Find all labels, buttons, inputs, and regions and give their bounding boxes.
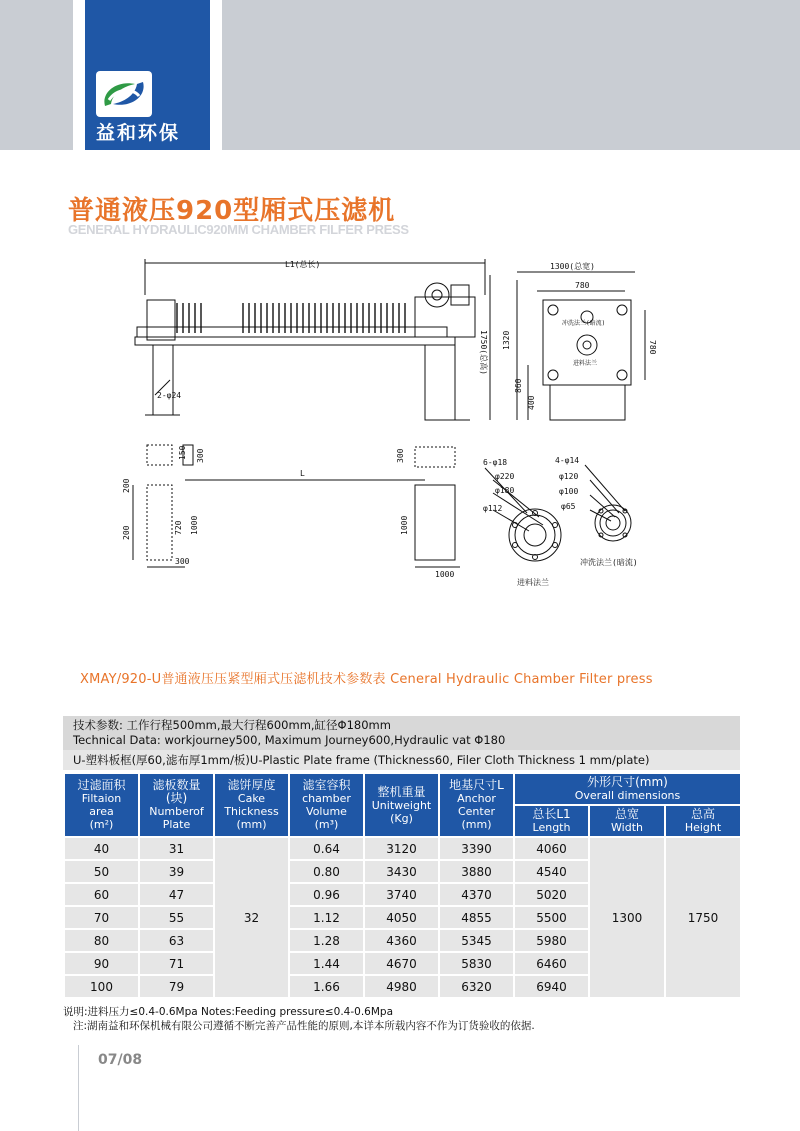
label-720: 720 (174, 520, 183, 535)
cell-anchor: 5345 (439, 929, 514, 952)
cell-height-shared: 1750 (665, 837, 741, 998)
spec-table (63, 772, 742, 999)
cell-plates: 63 (139, 929, 214, 952)
cell-anchor: 3880 (439, 860, 514, 883)
cell-length: 4060 (514, 837, 589, 860)
cell-width-shared: 1300 (589, 837, 665, 998)
cell-weight: 3120 (364, 837, 439, 860)
cell-weight: 4670 (364, 952, 439, 975)
cell-anchor: 6320 (439, 975, 514, 998)
dim-total-height (479, 275, 490, 420)
cell-length: 5020 (514, 883, 589, 906)
label-300a: 300 (196, 448, 205, 463)
label-d100: φ100 (559, 487, 579, 496)
header-overall: 外形尺寸(mm) Overall dimensions (514, 773, 741, 805)
label-780-side: 780 (648, 340, 657, 355)
header-divider (210, 0, 222, 150)
label-feed-small: 进料法兰 (573, 360, 598, 367)
page-title: 普通液压920型厢式压滤机 (68, 196, 396, 226)
cell-area: 100 (64, 975, 139, 998)
cell-volume: 0.64 (289, 837, 364, 860)
press-plan-view (122, 445, 460, 579)
label-holes-left: 2-φ24 (157, 391, 182, 400)
tech-data-cn: 技术参数: 工作行程500mm,最大行程600mm,缸径Φ180mm (73, 718, 391, 732)
cell-length: 6940 (514, 975, 589, 998)
notes (63, 1005, 535, 1033)
label-200b: 200 (122, 525, 131, 540)
cell-weight: 3740 (364, 883, 439, 906)
technical-drawing (122, 255, 665, 600)
label-d180: φ180 (495, 486, 515, 495)
cell-plates: 47 (139, 883, 214, 906)
cell-length: 5500 (514, 906, 589, 929)
cell-weight: 3430 (364, 860, 439, 883)
brand-logo-icon (95, 70, 153, 118)
cell-length: 4540 (514, 860, 589, 883)
label-d65: φ65 (561, 502, 576, 511)
cell-volume: 1.12 (289, 906, 364, 929)
cell-area: 70 (64, 906, 139, 929)
cell-weight: 4980 (364, 975, 439, 998)
page-subtitle: GENERAL HYDRAULIC920MM CHAMBER FILFER PRESS (68, 222, 409, 237)
cell-area: 60 (64, 883, 139, 906)
cell-volume: 1.28 (289, 929, 364, 952)
label-length-L: L (300, 469, 305, 478)
press-end-view (502, 261, 657, 420)
cell-volume: 1.66 (289, 975, 364, 998)
press-side-view (135, 283, 475, 420)
cell-anchor: 5830 (439, 952, 514, 975)
feed-flange-detail (483, 458, 561, 587)
label-wash-flange: 冲洗法兰(暗流) (580, 558, 638, 567)
plate-spec: U-塑料板框(厚60,滤布厚1mm/板)U-Plastic Plate frame (Thickness60, Filer Cloth Thickness 1 mm/plate) (63, 750, 740, 770)
header-area: 过滤面积 Filtaion area (m²) (64, 773, 139, 837)
header-length: 总长L1 Length (514, 805, 589, 837)
label-860: 860 (514, 378, 523, 393)
label-1000b: 1000 (400, 515, 409, 535)
header-width: 总宽 Width (589, 805, 665, 837)
cell-cake-shared: 32 (214, 837, 289, 998)
page-number: 07/08 (98, 1052, 143, 1068)
header-plates: 滤板数量 (块) Numberof Plate (139, 773, 214, 837)
cell-volume: 0.80 (289, 860, 364, 883)
header-anchor: 地基尺寸L Anchor Center (mm) (439, 773, 514, 837)
cell-plates: 39 (139, 860, 214, 883)
header-grey-right (210, 0, 800, 150)
cell-length: 6460 (514, 952, 589, 975)
label-total-width: 1300(总宽) (550, 262, 595, 271)
label-780-top: 780 (575, 281, 590, 290)
label-200a: 200 (122, 478, 131, 493)
label-1320: 1320 (502, 330, 511, 350)
cell-weight: 4050 (364, 906, 439, 929)
header-divider (73, 0, 85, 150)
cell-anchor: 3390 (439, 837, 514, 860)
header-weight: 整机重量 Unitweight (Kg) (364, 773, 439, 837)
tech-data-block (63, 716, 740, 751)
note-disclaimer: 注:湖南益和环保机械有限公司遵循不断完善产品性能的原则,本详本所载内容不作为订货验收的依据. (73, 1020, 535, 1032)
table-title: XMAY/920-U普通液压压紧型厢式压滤机技术参数表 Ceneral Hydraulic Chamber Filter press (80, 672, 653, 687)
label-1000c: 1000 (435, 570, 455, 579)
note-pressure: 说明:进料压力≤0.4-0.6Mpa Notes:Feeding pressure≤0.4-0.6Mpa (63, 1006, 394, 1018)
label-150: 150 (178, 445, 187, 460)
label-d120: φ120 (559, 472, 579, 481)
tech-data-en: Technical Data: workjourney500, Maximum Journey600,Hydraulic vat Φ180 (73, 733, 506, 747)
cell-area: 40 (64, 837, 139, 860)
cell-anchor: 4855 (439, 906, 514, 929)
label-bolt-wash: 4-φ14 (555, 456, 580, 465)
cell-volume: 0.96 (289, 883, 364, 906)
label-total-length: L1(总长) (285, 260, 321, 269)
page-rule (78, 1045, 79, 1131)
cell-volume: 1.44 (289, 952, 364, 975)
cell-weight: 4360 (364, 929, 439, 952)
label-feed-flange: 进料法兰 (517, 578, 549, 587)
cell-plates: 79 (139, 975, 214, 998)
cell-area: 90 (64, 952, 139, 975)
header-cake: 滤饼厚度 Cake Thickness (mm) (214, 773, 289, 837)
label-400: 400 (527, 395, 536, 410)
label-1000a: 1000 (190, 515, 199, 535)
header-volume: 滤室容积 chamber Volume (m³) (289, 773, 364, 837)
cell-area: 50 (64, 860, 139, 883)
table-row (64, 837, 741, 860)
cell-length: 5980 (514, 929, 589, 952)
label-d112: φ112 (483, 504, 503, 513)
wash-flange-detail (555, 456, 638, 567)
label-total-height: 1750(总高) (479, 330, 488, 375)
cell-plates: 71 (139, 952, 214, 975)
label-300b: 300 (396, 448, 405, 463)
cell-plates: 31 (139, 837, 214, 860)
cell-anchor: 4370 (439, 883, 514, 906)
cell-plates: 55 (139, 906, 214, 929)
header-band (0, 0, 800, 150)
cell-area: 80 (64, 929, 139, 952)
header-height: 总高 Height (665, 805, 741, 837)
label-300c: 300 (175, 557, 190, 566)
brand-name: 益和环保 (96, 122, 181, 144)
label-bolt-feed: 6-φ18 (483, 458, 508, 467)
label-wash-small: 冲洗法兰(暗流) (562, 320, 606, 327)
dim-total-length (145, 259, 485, 295)
label-d220: φ220 (495, 472, 515, 481)
